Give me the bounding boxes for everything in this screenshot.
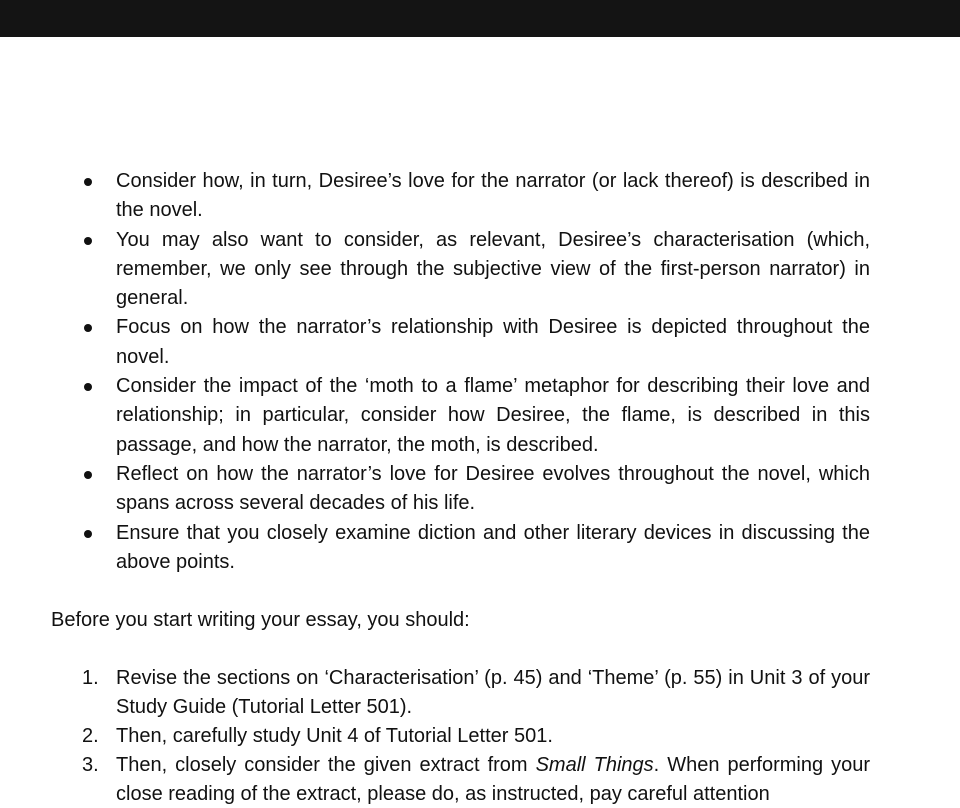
item-text: Then, carefully study Unit 4 of Tutorial Letter 501. (116, 725, 553, 747)
item-text (116, 754, 870, 805)
bullet-text: Focus on how the narrator’s relationship with Desiree is depicted throughout the novel. (116, 316, 870, 368)
item-number: 3. (82, 754, 99, 776)
bullet-list (0, 167, 960, 577)
numbered-item (0, 722, 960, 751)
bullet-item (0, 226, 960, 314)
bullet-dot-icon (84, 530, 92, 538)
bullet-text: You may also want to consider, as relevant, Desiree’s characterisation (which, remember, we only see through the subjective view of the first-person narrator) in general. (116, 228, 870, 310)
bullet-dot-icon (84, 178, 92, 186)
bullet-item (0, 167, 960, 226)
item-text: Revise the sections on ‘Characterisation’ (p. 45) and ‘Theme’ (p. 55) in Unit 3 of your Study Guide (Tutorial Letter 501). (116, 667, 870, 718)
bullet-text: Reflect on how the narrator’s love for Desiree evolves throughout the novel, which spans across several decades of his life. (116, 462, 870, 515)
bullet-dot-icon (84, 471, 92, 479)
bullet-text: Consider how, in turn, Desiree’s love for the narrator (or lack thereof) is described in the novel. (116, 170, 870, 222)
lead-paragraph: Before you start writing your essay, you should: (51, 609, 470, 631)
bullet-item (0, 460, 960, 519)
bullet-item (0, 313, 960, 372)
item-number: 1. (82, 667, 99, 689)
bullet-text: Ensure that you closely examine diction and other literary devices in discussing the above points. (116, 521, 870, 573)
numbered-item (0, 664, 960, 722)
bullet-dot-icon (84, 237, 92, 245)
bullet-text: Consider the impact of the ‘moth to a flame’ metaphor for describing their love and relationship; in particular, consider how Desiree, the flame, is described in this passage, and how the narrator, the moth, is described. (116, 375, 870, 456)
bullet-dot-icon (84, 324, 92, 332)
numbered-item (0, 751, 960, 808)
bullet-item (0, 372, 960, 460)
book-title: Small Things (535, 754, 654, 776)
item-number: 2. (82, 725, 99, 747)
item-text-part: Then, closely consider the given extract from (116, 754, 536, 776)
bullet-dot-icon (84, 383, 92, 391)
bullet-item (0, 519, 960, 578)
numbered-list (0, 664, 960, 808)
item-text-part: . When performing your close reading of the extract, please do, as instructed, pay careful attention (116, 754, 870, 805)
